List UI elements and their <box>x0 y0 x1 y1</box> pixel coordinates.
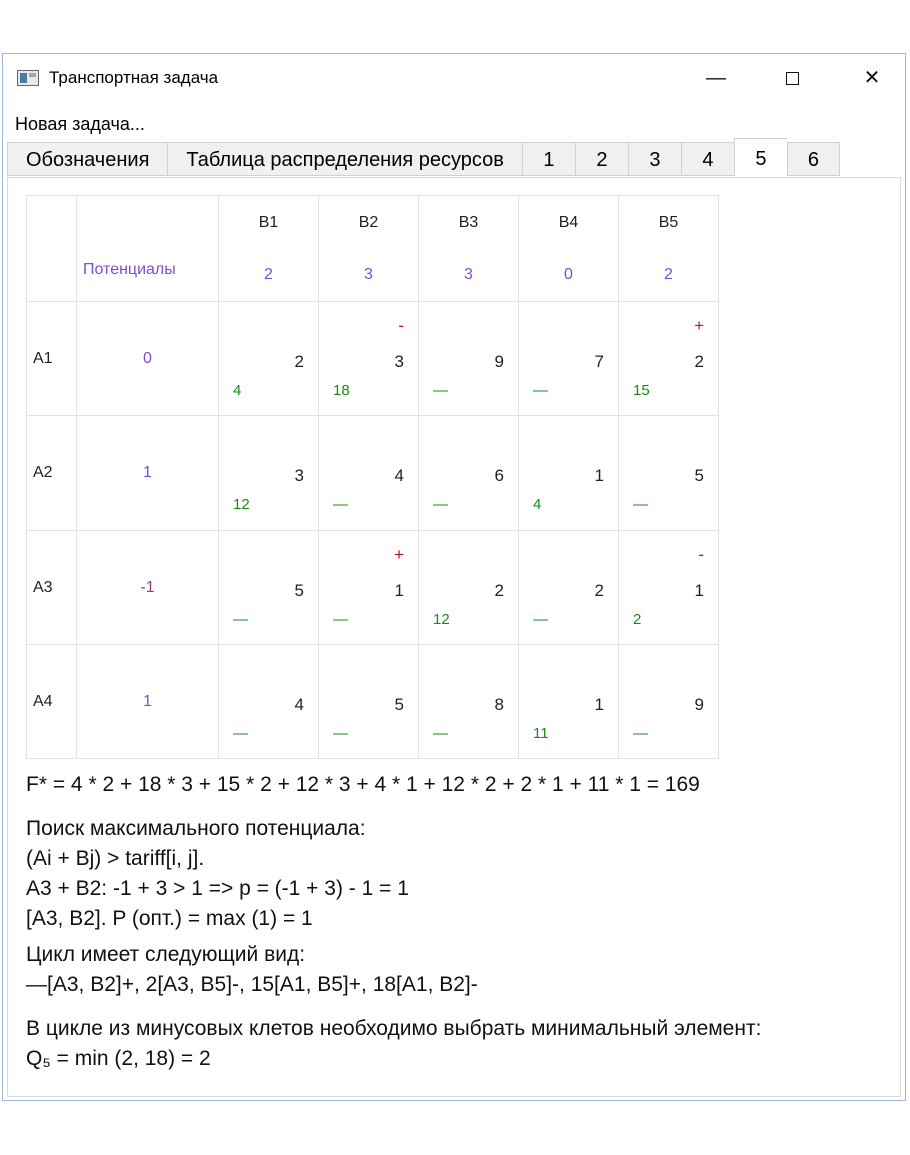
allocation-value: — <box>333 724 348 742</box>
allocation-value: — <box>433 496 448 514</box>
cycle-block <box>26 940 478 1000</box>
row-potential-cell <box>77 416 219 530</box>
tab-strip <box>7 142 840 177</box>
corner-cell <box>27 196 77 302</box>
col-name: B4 <box>558 214 579 231</box>
cell-a2-b3[interactable] <box>419 416 519 530</box>
tariff-value: 4 <box>294 694 304 714</box>
app-icon <box>17 70 39 86</box>
tariff-value: 5 <box>394 694 404 714</box>
cell-a4-b3[interactable] <box>419 644 519 758</box>
row-potential-cell <box>77 302 219 416</box>
close-button[interactable] <box>849 60 895 96</box>
potentials-label: Потенциалы <box>83 261 176 278</box>
row-potential: -1 <box>140 578 155 596</box>
search-condition: (Ai + Bj) > tariff[i, j]. <box>26 847 205 870</box>
tariff-value: 5 <box>694 466 704 486</box>
row-label-a1 <box>27 302 77 416</box>
table-row <box>27 416 719 530</box>
col-name: B3 <box>458 214 479 231</box>
col-header-b1 <box>219 196 319 302</box>
cell-a1-b2[interactable] <box>319 302 419 416</box>
cell-a3-b1[interactable] <box>219 530 319 644</box>
search-calculation: A3 + B2: -1 + 3 > 1 => p = (-1 + 3) - 1 = 1 <box>26 877 409 900</box>
tariff-value: 7 <box>594 352 604 372</box>
allocation-value: 4 <box>233 382 242 400</box>
allocation-value: — <box>533 382 548 400</box>
tariff-value: 3 <box>294 466 304 486</box>
close-icon: ✕ <box>863 67 881 89</box>
cell-a3-b3[interactable] <box>419 530 519 644</box>
cell-a2-b5[interactable] <box>619 416 719 530</box>
cycle-sign: + <box>394 544 404 564</box>
minimize-button[interactable] <box>693 60 739 96</box>
allocation-value: 15 <box>633 382 650 400</box>
objective-block <box>26 770 700 800</box>
row-name: A1 <box>33 350 53 368</box>
allocation-value: — <box>433 382 448 400</box>
allocation-value: — <box>333 496 348 514</box>
potential-search-block <box>26 814 409 934</box>
tariff-value: 8 <box>494 694 504 714</box>
tariff-value: 3 <box>394 352 404 372</box>
tariff-value: 5 <box>294 580 304 600</box>
allocation-value: — <box>433 724 448 742</box>
row-label-a4 <box>27 644 77 758</box>
cell-a4-b4[interactable] <box>519 644 619 758</box>
tariff-value: 1 <box>694 580 704 600</box>
row-potential: 1 <box>143 692 152 710</box>
tariff-value: 1 <box>594 466 604 486</box>
col-name: B5 <box>658 214 679 231</box>
cell-a4-b1[interactable] <box>219 644 319 758</box>
objective-formula: F* = 4 * 2 + 18 * 3 + 15 * 2 + 12 * 3 + 4 * 1 + 12 * 2 + 2 * 1 + 11 * 1 = 169 <box>26 773 700 796</box>
col-potential: 2 <box>264 266 273 283</box>
allocation-value: — <box>633 724 648 742</box>
cycle-value: —[A3, B2]+, 2[A3, B5]-, 15[A1, B5]+, 18[A1, B2]- <box>26 973 478 996</box>
allocation-value: 12 <box>433 610 450 628</box>
table-row <box>27 530 719 644</box>
tariff-value: 2 <box>694 352 704 372</box>
min-element-block <box>26 1014 761 1074</box>
min-title: В цикле из минусовых клетов необходимо выбрать минимальный элемент: <box>26 1017 762 1040</box>
tab-step-6[interactable]: 6 <box>787 142 840 176</box>
table-row <box>27 302 719 416</box>
tariff-value: 2 <box>594 580 604 600</box>
cell-a3-b2[interactable] <box>319 530 419 644</box>
col-potential: 0 <box>564 266 573 283</box>
potentials-header-cell <box>77 196 219 302</box>
tab-step-4[interactable]: 4 <box>681 142 734 176</box>
allocation-value: 12 <box>233 496 250 514</box>
row-potential-cell <box>77 530 219 644</box>
menu-bar <box>15 114 145 135</box>
cycle-title: Цикл имеет следующий вид: <box>26 943 306 966</box>
col-potential: 3 <box>464 266 473 283</box>
cell-a2-b2[interactable] <box>319 416 419 530</box>
tariff-value: 1 <box>594 694 604 714</box>
row-name: A2 <box>33 464 53 482</box>
maximize-icon <box>786 72 799 85</box>
tab-step-3[interactable]: 3 <box>628 142 681 176</box>
transport-table <box>26 195 719 759</box>
row-name: A3 <box>33 578 53 596</box>
table-row <box>27 644 719 758</box>
cell-a2-b4[interactable] <box>519 416 619 530</box>
cell-a3-b5[interactable] <box>619 530 719 644</box>
allocation-value: — <box>533 610 548 628</box>
allocation-value: 4 <box>533 496 542 514</box>
tariff-value: 2 <box>294 352 304 372</box>
tab-step-5[interactable]: 5 <box>734 138 787 176</box>
col-potential: 2 <box>664 266 673 283</box>
header-row <box>27 196 719 302</box>
cycle-sign: - <box>398 316 404 336</box>
allocation-value: 11 <box>533 724 549 742</box>
row-potential: 0 <box>143 350 152 368</box>
tariff-value: 9 <box>494 352 504 372</box>
cell-a1-b1[interactable] <box>219 302 319 416</box>
col-header-b3 <box>419 196 519 302</box>
min-value: Q₅ = min (2, 18) = 2 <box>26 1047 211 1070</box>
app-window <box>2 53 906 1101</box>
tab-content-panel <box>7 177 901 1097</box>
cycle-sign: - <box>698 544 704 564</box>
allocation-value: — <box>633 496 648 514</box>
cell-a4-b5[interactable] <box>619 644 719 758</box>
cell-a1-b3[interactable] <box>419 302 519 416</box>
col-name: B1 <box>258 214 279 231</box>
cell-a1-b4[interactable] <box>519 302 619 416</box>
col-header-b5 <box>619 196 719 302</box>
tab-distribution-table[interactable]: Таблица распределения ресурсов <box>167 142 522 176</box>
allocation-value: — <box>333 610 348 628</box>
cell-a4-b2[interactable] <box>319 644 419 758</box>
cell-a1-b5[interactable] <box>619 302 719 416</box>
row-name: A4 <box>33 692 53 710</box>
cycle-sign: + <box>694 316 704 336</box>
tariff-value: 9 <box>694 694 704 714</box>
allocation-value: 18 <box>333 382 350 400</box>
cell-a2-b1[interactable] <box>219 416 319 530</box>
tab-step-2[interactable]: 2 <box>575 142 628 176</box>
search-result: [A3, B2]. P (опт.) = max (1) = 1 <box>26 907 313 930</box>
row-label-a3 <box>27 530 77 644</box>
tab-step-1[interactable]: 1 <box>522 142 575 176</box>
allocation-value: 2 <box>633 610 642 628</box>
tariff-value: 4 <box>394 466 404 486</box>
minimize-icon: — <box>706 67 726 89</box>
maximize-button[interactable] <box>769 60 815 96</box>
tab-notation[interactable]: Обозначения <box>7 142 167 176</box>
row-potential: 1 <box>143 464 152 482</box>
allocation-value: — <box>233 724 248 742</box>
title-bar <box>3 54 905 102</box>
col-name: B2 <box>358 214 379 231</box>
col-potential: 3 <box>364 266 373 283</box>
menu-new-task[interactable]: Новая задача... <box>15 114 145 134</box>
search-title: Поиск максимального потенциала: <box>26 817 366 840</box>
col-header-b2 <box>319 196 419 302</box>
row-potential-cell <box>77 644 219 758</box>
cell-a3-b4[interactable] <box>519 530 619 644</box>
col-header-b4 <box>519 196 619 302</box>
tariff-value: 2 <box>494 580 504 600</box>
row-label-a2 <box>27 416 77 530</box>
allocation-value: — <box>233 610 248 628</box>
tariff-value: 6 <box>494 466 504 486</box>
tariff-value: 1 <box>394 580 404 600</box>
window-title: Транспортная задача <box>49 68 219 87</box>
